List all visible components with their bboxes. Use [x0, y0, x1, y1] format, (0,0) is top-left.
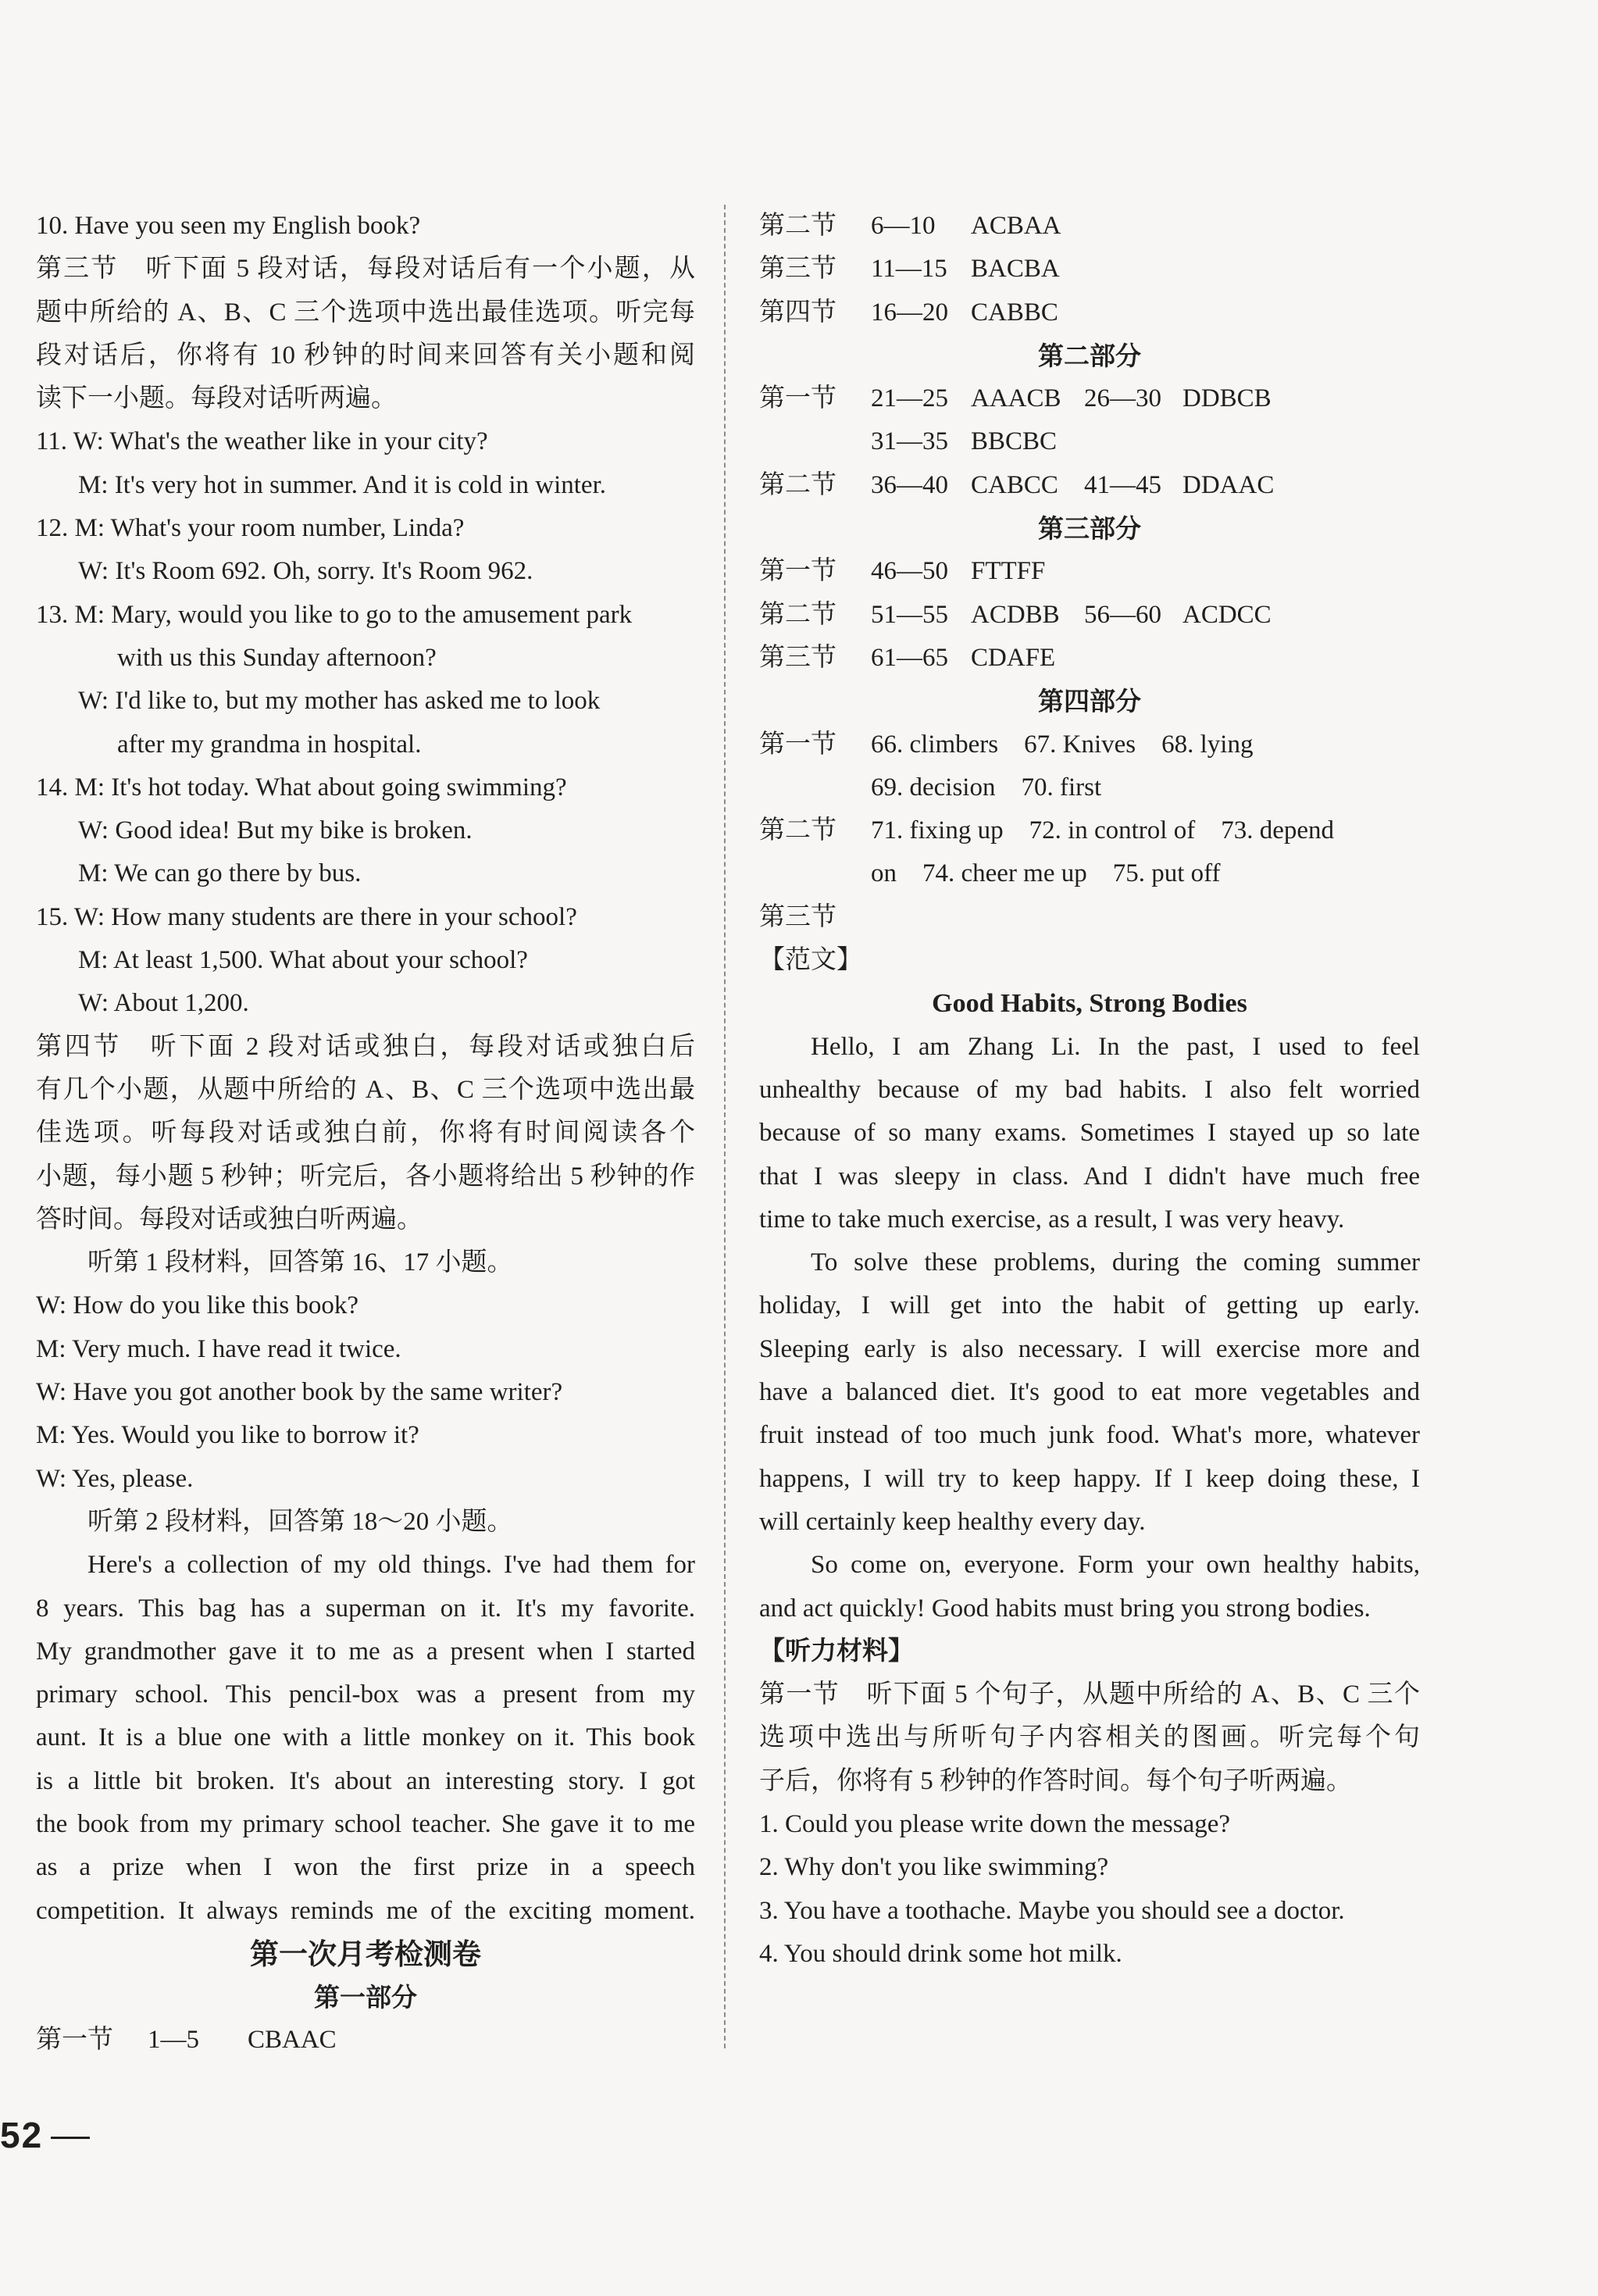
dialogue-line: 13. M: Mary, would you like to go to the amusement park	[36, 600, 633, 629]
part-2-heading: 第二部分	[1038, 340, 1141, 371]
essay-line: that I was sleepy in class. And I didn't have much free	[759, 1162, 1420, 1191]
listening-sentence: 1. Could you please write down the message?	[759, 1809, 1231, 1838]
answer-row	[759, 594, 1420, 637]
monologue-line: Here's a collection of my old things. I've had them for	[87, 1551, 695, 1580]
dialogue-line: 11. W: What's the weather like in your city?	[36, 427, 488, 456]
monologue-line: is a little bit broken. It's about an interesting story. I got	[36, 1766, 695, 1795]
section-3-instruction-line: 读下一小题。每段对话听两遍。	[36, 384, 397, 413]
dialogue-line: 15. W: How many students are there in your school?	[36, 902, 577, 931]
model-essay-tag: 【范文】	[759, 946, 862, 975]
listening-sentence: 3. You have a toothache. Maybe you should see a doctor.	[759, 1896, 1345, 1925]
question-range: 41—45	[1084, 470, 1161, 499]
essay-line: So come on, everyone. Form your own healthy habits,	[811, 1551, 1420, 1580]
page-number-text: 52	[0, 2115, 44, 2155]
page-number	[0, 2114, 90, 2156]
listening-instruction-line: 第一节 听下面 5 个句子，从题中所给的 A、B、C 三个	[759, 1680, 1420, 1709]
dialogue-line: M: It's very hot in summer. And it is cold in winter.	[78, 470, 607, 499]
material-2-heading: 听第 2 段材料，回答第 18～20 小题。	[87, 1507, 513, 1536]
section-label: 第二节	[759, 816, 836, 845]
exam-title: 第一次月考检测卷	[250, 1937, 481, 1971]
listening-sentence: 4. You should drink some hot milk.	[759, 1939, 1122, 1968]
question-range: 11—15	[871, 255, 947, 284]
section-label: 第一节	[759, 557, 836, 586]
monologue-line: aunt. It is a blue one with a little monkey on it. This book	[36, 1723, 695, 1752]
section-label: 第三节	[759, 643, 836, 672]
essay-line: unhealthy because of my bad habits. I also felt worried	[759, 1075, 1420, 1104]
question-range: 46—50	[871, 557, 948, 586]
answer-row	[759, 291, 1420, 334]
dialogue-line: W: I'd like to, but my mother has asked me to look	[78, 687, 601, 716]
answer-row	[759, 248, 1420, 291]
dialogue-line: W: About 1,200.	[78, 989, 249, 1018]
answers: DDBCB	[1182, 384, 1272, 413]
section-3-instruction-line: 第三节 听下面 5 段对话，每段对话后有一个小题，从	[36, 255, 695, 284]
answer-row	[759, 896, 1420, 939]
answers: BACBA	[971, 255, 1060, 284]
dialogue-line: W: How do you like this book?	[36, 1291, 359, 1320]
answer-row	[759, 637, 1420, 680]
answers: CABBC	[971, 298, 1058, 327]
left-column	[36, 205, 695, 2062]
question-range: 51—55	[871, 600, 948, 629]
answer-row	[759, 852, 1420, 895]
answer-row	[759, 766, 1420, 809]
section-4-instruction-line: 有几个小题，从题中所给的 A、B、C 三个选项中选出最	[36, 1075, 695, 1104]
section-label: 第二节	[759, 600, 836, 629]
listening-sentence: 2. Why don't you like swimming?	[759, 1853, 1109, 1882]
answers: BBCBC	[971, 427, 1058, 456]
question-range: 6—10	[871, 212, 936, 240]
part-3-heading: 第三部分	[1038, 513, 1141, 545]
section-label: 第一节	[36, 2026, 113, 2055]
right-column	[759, 205, 1420, 1976]
dialogue-line: M: At least 1,500. What about your school?	[78, 946, 528, 975]
dialogue-line: 12. M: What's your room number, Linda?	[36, 514, 465, 543]
question-range: 1—5	[148, 2026, 199, 2055]
essay-line: have a balanced diet. It's good to eat more vegetables and	[759, 1378, 1420, 1407]
answer-row	[759, 723, 1420, 766]
part-1-heading: 第一部分	[314, 1982, 417, 2013]
section-3-instruction-line: 题中所给的 A、B、C 三个选项中选出最佳选项。听完每	[36, 298, 695, 327]
section-label: 第一节	[759, 384, 836, 413]
monologue-line: 8 years. This bag has a superman on it. It's my favorite.	[36, 1594, 695, 1623]
listening-instruction-line: 选项中选出与所听句子内容相关的图画。听完每个句	[759, 1723, 1420, 1752]
answer-row	[759, 550, 1420, 593]
section-3-instruction-line: 段对话后，你将有 10 秒钟的时间来回答有关小题和阅	[36, 341, 695, 370]
question-range: 56—60	[1084, 600, 1161, 629]
answers: CBAAC	[248, 2026, 337, 2055]
listening-instruction-line: 子后，你将有 5 秒钟的作答时间。每个句子听两遍。	[759, 1766, 1352, 1795]
dialogue-line: M: Yes. Would you like to borrow it?	[36, 1421, 419, 1450]
answers: ACDCC	[1182, 600, 1272, 629]
dialogue-line: W: Good idea! But my bike is broken.	[78, 816, 473, 845]
section-label: 第三节	[759, 255, 836, 284]
monologue-line: competition. It always reminds me of the exciting moment.	[36, 1896, 695, 1925]
monologue-line: primary school. This pencil-box was a present from my	[36, 1680, 695, 1709]
section-label: 第二节	[759, 212, 836, 240]
monologue-line: as a prize when I won the first prize in a speech	[36, 1853, 695, 1882]
part-4-heading: 第四部分	[1038, 686, 1141, 717]
essay-line: time to take much exercise, as a result, I was very heavy.	[759, 1205, 1345, 1234]
dialogue-line: 14. M: It's hot today. What about going swimming?	[36, 773, 567, 802]
answer-row	[759, 464, 1420, 507]
question-range: 26—30	[1084, 384, 1161, 413]
section-label: 第二节	[759, 470, 836, 499]
essay-line: fruit instead of too much junk food. What's more, whatever	[759, 1421, 1420, 1450]
answers: ACBAA	[971, 212, 1061, 240]
answer-row	[759, 205, 1420, 248]
listening-material-tag: 【听力材料】	[759, 1637, 914, 1666]
dialogue-line: M: We can go there by bus.	[78, 859, 362, 888]
answers: on 74. cheer me up 75. put off	[871, 859, 1221, 888]
monologue-line: the book from my primary school teacher. She gave it to me	[36, 1809, 695, 1838]
essay-line: Hello, I am Zhang Li. In the past, I used to feel	[811, 1032, 1420, 1061]
question-10: 10. Have you seen my English book?	[36, 212, 421, 240]
answers: 69. decision 70. first	[871, 773, 1102, 802]
dialogue-line: W: Have you got another book by the same writer?	[36, 1378, 563, 1407]
dialogue-line: M: Very much. I have read it twice.	[36, 1334, 401, 1363]
essay-line: holiday, I will get into the habit of getting up early.	[759, 1291, 1420, 1320]
dialogue-line: with us this Sunday afternoon?	[117, 643, 437, 672]
question-range: 61—65	[871, 643, 948, 672]
column-divider	[724, 205, 726, 2048]
section-4-instruction-line: 佳选项。听每段对话或独白前，你将有时间阅读各个	[36, 1119, 695, 1148]
essay-line: because of so many exams. Sometimes I stayed up so late	[759, 1119, 1420, 1148]
answer-row	[759, 420, 1420, 463]
section-4-instruction-line: 小题，每小题 5 秒钟；听完后，各小题将给出 5 秒钟的作	[36, 1162, 696, 1191]
essay-line: Sleeping early is also necessary. I will exercise more and	[759, 1334, 1420, 1363]
essay-line: happens, I will try to keep happy. If I keep doing these, I	[759, 1464, 1420, 1493]
essay-line: To solve these problems, during the coming summer	[811, 1248, 1420, 1277]
section-label: 第三节	[759, 902, 836, 931]
answers: 71. fixing up 72. in control of 73. depend	[871, 816, 1335, 845]
answers: ACDBB	[971, 600, 1060, 629]
monologue-line: My grandmother gave it to me as a present when I started	[36, 1637, 695, 1666]
answers: DDAAC	[1182, 470, 1275, 499]
essay-line: and act quickly! Good habits must bring you strong bodies.	[759, 1594, 1371, 1623]
answers: AAACB	[971, 384, 1061, 413]
answers: CDAFE	[971, 643, 1056, 672]
section-label: 第四节	[759, 298, 836, 327]
answers: FTTFF	[971, 557, 1046, 586]
section-label: 第一节	[759, 730, 836, 759]
answers: CABCC	[971, 470, 1058, 499]
page-number-dash	[51, 2137, 90, 2139]
section-4-instruction-line: 第四节 听下面 2 段对话或独白，每段对话或独白后	[36, 1032, 695, 1061]
essay-title: Good Habits, Strong Bodies	[932, 989, 1247, 1019]
material-1-heading: 听第 1 段材料，回答第 16、17 小题。	[87, 1248, 513, 1277]
dialogue-line: W: Yes, please.	[36, 1464, 194, 1493]
question-range: 31—35	[871, 427, 948, 456]
answer-row	[759, 377, 1420, 420]
answers: 66. climbers 67. Knives 68. lying	[871, 730, 1254, 759]
essay-line: will certainly keep healthy every day.	[759, 1507, 1146, 1536]
dialogue-line: after my grandma in hospital.	[117, 730, 422, 759]
answer-row	[759, 809, 1420, 852]
question-range: 21—25	[871, 384, 948, 413]
question-range: 36—40	[871, 470, 948, 499]
answer-row	[36, 2019, 695, 2062]
dialogue-line: W: It's Room 692. Oh, sorry. It's Room 962.	[78, 557, 533, 586]
question-range: 16—20	[871, 298, 948, 327]
section-4-instruction-line: 答时间。每段对话或独白听两遍。	[36, 1205, 423, 1234]
